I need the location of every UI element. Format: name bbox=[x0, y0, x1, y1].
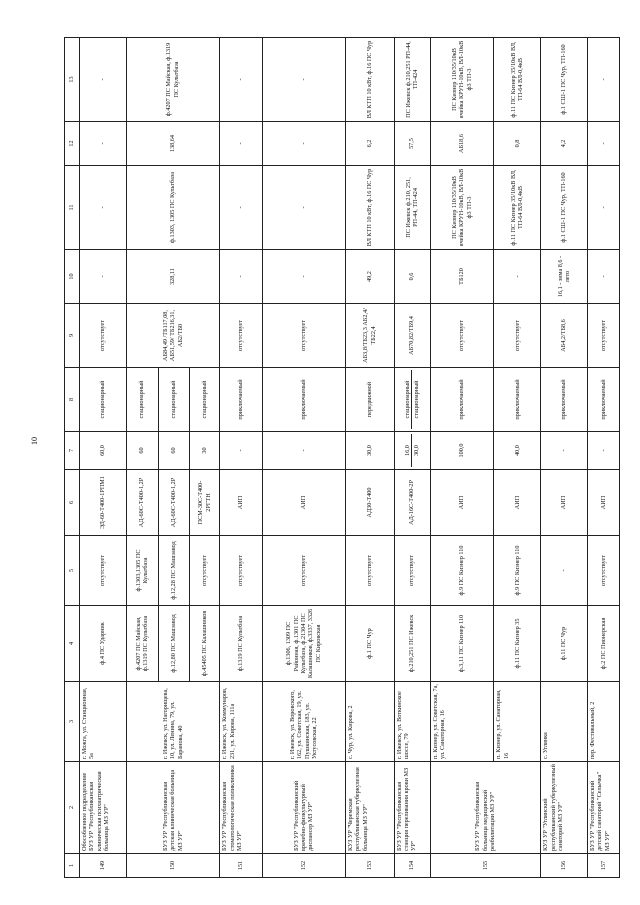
column-number: 8 bbox=[65, 368, 80, 432]
address: п. Кизнер, ул. Советская, 7а, ул. Санаторная, 16 bbox=[430, 682, 494, 762]
generator-type-second: стационарный bbox=[411, 370, 420, 429]
cell-col10: - bbox=[262, 250, 345, 304]
cell-col11: ПС Ижевск ф.210, 251, РП-44, ТП-424 bbox=[394, 166, 430, 250]
address: пер. Фестивальный, 2 bbox=[588, 682, 620, 762]
address: с. Чур, ул. Кирова, 2 bbox=[345, 682, 394, 762]
cell-col11: ВЛ КТП 10 кВт, ф.16 ПС Чур bbox=[345, 166, 394, 250]
cell-col9: отсутствует bbox=[79, 304, 126, 368]
generator-power: 60,0 bbox=[79, 432, 126, 470]
cell-col13: - bbox=[588, 38, 620, 122]
cell-col9: АБ84,49 /ТБ117,08, АБ51,59/ ТБ216,31, АБ2/ТБ0 bbox=[126, 304, 220, 368]
rotated-table-container bbox=[64, 38, 620, 878]
generator-power: 100,0 bbox=[430, 432, 494, 470]
institution-name: БУЗ УР "Республиканская больница медицинской реабилитации МЗ УР" bbox=[430, 762, 541, 854]
generator-type: приключаемый bbox=[494, 368, 541, 432]
generator-model: АИП bbox=[494, 470, 541, 536]
main-feeder: ф.210,251 ПС Ижевск bbox=[394, 606, 430, 682]
main-feeder: ф.3,11 ПС Кизнер 110 bbox=[430, 606, 494, 682]
table-row bbox=[79, 38, 126, 878]
generator-power: 30 bbox=[190, 432, 220, 470]
cell-col9: АБ3,8/ТБ23,3 АБ2,4/ТБ22,4 bbox=[345, 304, 394, 368]
generator-type: приключаемый bbox=[430, 368, 494, 432]
cell-col13: ВЛ КТП 10 кВт, ф.16 ПС Чур bbox=[345, 38, 394, 122]
table-row bbox=[345, 38, 394, 878]
column-number: 12 bbox=[65, 122, 80, 166]
main-feeder: ф.4 ПС Ударник bbox=[79, 606, 126, 682]
institution-name: БУЗ УР "Республиканский детский санаторий "Селычка" МЗ УР" bbox=[588, 762, 620, 854]
reserve-feeder: отсутствует bbox=[262, 536, 345, 606]
generator-type: передвижной bbox=[345, 368, 394, 432]
generator-type: стационарный bbox=[158, 368, 190, 432]
column-number: 7 bbox=[65, 432, 80, 470]
address: г. Ижевск, ул. Воровского, 162, ул. Советская, 19, ул. Пушкинская, 183, ул. Уктусовская, 22 bbox=[262, 682, 345, 762]
row-number: 156 bbox=[541, 854, 588, 878]
address: с. Углянка bbox=[541, 682, 588, 762]
cell-col10: 328,11 bbox=[126, 250, 220, 304]
reserve-feeder: - bbox=[541, 536, 588, 606]
generator-type: приключаемый bbox=[262, 368, 345, 432]
generator-type: стационарный bbox=[190, 368, 220, 432]
cell-col11: ПС Кизнер 110/35/10кВ ячейка КРУН-10кВ, ВЛ-10кВ ф3 ТП-3 bbox=[430, 166, 494, 250]
generator-model: АД-60С-Т400-1,2Р bbox=[158, 470, 190, 536]
cell-col11: - bbox=[588, 166, 620, 250]
generator-power-second: 30,0 bbox=[411, 434, 420, 467]
table-row bbox=[220, 38, 263, 878]
row-number: 152 bbox=[262, 854, 345, 878]
institution-name: КУЗ УР "Углянский республиканский туберкулезный санаторий МЗ УР" bbox=[541, 762, 588, 854]
main-feeder: ф.2 ПС Пионерская bbox=[588, 606, 620, 682]
column-number: 11 bbox=[65, 166, 80, 250]
column-number: 2 bbox=[65, 762, 80, 854]
main-feeder: ф.4207 ПС Майская, ф.1319 ПС Культбаза bbox=[126, 606, 158, 682]
column-number: 5 bbox=[65, 536, 80, 606]
reserve-feeder: отсутствует bbox=[394, 536, 430, 606]
institution-name: БУЗ УР "Республиканский врачебно-физкультурный диспансер МЗ УР" bbox=[262, 762, 345, 854]
cell-col12: 0,8 bbox=[494, 122, 541, 166]
cell-col10: - bbox=[79, 250, 126, 304]
main-feeder: ф.11 ПС Кизнер 35 bbox=[494, 606, 541, 682]
address: п. Кизнер, ул. Санаторная, 16 bbox=[494, 682, 541, 762]
cell-col12: - bbox=[262, 122, 345, 166]
cell-col11: - bbox=[220, 166, 263, 250]
cell-col10: 16,1 - зима 8,6 - лето bbox=[541, 250, 588, 304]
reserve-feeder: отсутствует bbox=[220, 536, 263, 606]
reserve-feeder: отсутствует bbox=[345, 536, 394, 606]
cell-col11: ф.11 ПС Кизнер 35/10кВ ВЛ, ТП-64 ВЛ-0,4кВ bbox=[494, 166, 541, 250]
main-feeder: ф.1319 ПС Культбаза bbox=[220, 606, 263, 682]
generator-power: 60 bbox=[158, 432, 190, 470]
column-number: 13 bbox=[65, 38, 80, 122]
cell-col10: 0,6 bbox=[394, 250, 430, 304]
column-number: 3 bbox=[65, 682, 80, 762]
table-row bbox=[494, 38, 541, 878]
institution-name: БУЗ УР "Республиканская детская клиническая больница МЗ УР" bbox=[126, 762, 220, 854]
page-number: 10 bbox=[30, 437, 39, 445]
generator-model: АИП bbox=[588, 470, 620, 536]
generator-power: 30,0 bbox=[345, 432, 394, 470]
generator-model: АИП bbox=[262, 470, 345, 536]
column-number: 4 bbox=[65, 606, 80, 682]
reserve-feeder: отсутствует bbox=[588, 536, 620, 606]
cell-col11: ф.1303, 1305 ПС Культбаза bbox=[126, 166, 220, 250]
generator-model: АИП bbox=[541, 470, 588, 536]
cell-col10: - bbox=[220, 250, 263, 304]
cell-col9: отсутствует bbox=[430, 304, 494, 368]
row-number: 151 bbox=[220, 854, 263, 878]
table-row bbox=[394, 38, 430, 878]
reserve-feeder: ф.1303,1305 ПС Культбаза bbox=[126, 536, 158, 606]
generator-type: стационарный bbox=[79, 368, 126, 432]
row-number: 157 bbox=[588, 854, 620, 878]
main-feeder: ф.12,80 ПС Машзавод bbox=[158, 606, 190, 682]
generator-type: приключаемый bbox=[220, 368, 263, 432]
cell-col12: АБ18,6 bbox=[430, 122, 494, 166]
reserve-feeder: ф.9 ПС Кизнер 110 bbox=[430, 536, 494, 606]
institution-name: КУЗ УР "Черемская республиканская туберкулезная больница МЗ УР" bbox=[345, 762, 394, 854]
cell-col10: ТБ120 bbox=[430, 250, 494, 304]
generator-power: - bbox=[262, 432, 345, 470]
cell-col10: - bbox=[494, 250, 541, 304]
cell-col13: ПС Кизнер 110/35/10кВ ячейка КРУН-10кВ, ВЛ-10кВ ф3 ТП-3 bbox=[430, 38, 494, 122]
generator-power: 60 bbox=[126, 432, 158, 470]
main-feeder: ф.1306, 1309 ПС Районная, ф.1301 ПС Культбаза, ф.21304 ПС Калашников, ф.3337, 3326 ПС Кировская bbox=[262, 606, 345, 682]
generator-power-main: 16,0 bbox=[403, 445, 411, 456]
table-row bbox=[541, 38, 588, 878]
cell-col9: отсутствует bbox=[220, 304, 263, 368]
generator-model: АИП bbox=[220, 470, 263, 536]
generator-power: - bbox=[220, 432, 263, 470]
generator-power: - bbox=[541, 432, 588, 470]
main-feeder: ф.1 ПС Чур bbox=[345, 606, 394, 682]
reserve-feeder: ф.12,28 ПС Машзавод bbox=[158, 536, 190, 606]
cell-col13: - bbox=[262, 38, 345, 122]
cell-col13: ф.4207 ПС Майская, ф.1319 ПС Культбаза bbox=[126, 38, 220, 122]
row-number: 153 bbox=[345, 854, 394, 878]
address: г. Ижевск, ул. Нагорищева, 10, ул. Ленина, 79, ул. Баранова, 40 bbox=[126, 682, 220, 762]
row-number: 155 bbox=[430, 854, 541, 878]
generator-power: 40,0 bbox=[494, 432, 541, 470]
generator-power bbox=[394, 432, 430, 470]
cell-col13: ф.11 ПС Кизнер 35/10кВ ВЛ, ТП-64 ВЛ-0,4кВ bbox=[494, 38, 541, 122]
cell-col12: 138,64 bbox=[126, 122, 220, 166]
cell-col12: - bbox=[588, 122, 620, 166]
cell-col9: отсутствует bbox=[262, 304, 345, 368]
row-number: 150 bbox=[126, 854, 220, 878]
generator-model: ПСМ-30С-Т400-2РГТН bbox=[190, 470, 220, 536]
row-number: 149 bbox=[79, 854, 126, 878]
cell-col12: - bbox=[220, 122, 263, 166]
cell-col11: ф.1 СШ-1 ПС Чур, ТП-160 bbox=[541, 166, 588, 250]
cell-col11: - bbox=[79, 166, 126, 250]
reserve-feeder: отсутствует bbox=[190, 536, 220, 606]
address: г. Можга, ул. Станционная, 5а bbox=[79, 682, 126, 762]
generator-power: - bbox=[588, 432, 620, 470]
cell-col9: АБ4,2/ТБ8,6 bbox=[541, 304, 588, 368]
cell-col13: - bbox=[220, 38, 263, 122]
cell-col12: 57,5 bbox=[394, 122, 430, 166]
reserve-feeder: отсутствует bbox=[79, 536, 126, 606]
cell-col13: - bbox=[79, 38, 126, 122]
cell-col12: 6,2 bbox=[345, 122, 394, 166]
cell-col9: АБ70,82/ТБ9,4 bbox=[394, 304, 430, 368]
column-number: 9 bbox=[65, 304, 80, 368]
column-number: 1 bbox=[65, 854, 80, 878]
generator-type bbox=[394, 368, 430, 432]
table-row bbox=[126, 38, 158, 878]
generator-model: ЭД-60-Т400-1РПМ1 bbox=[79, 470, 126, 536]
institution-name: БУЗ УР "Республиканская стоматологическая поликлиника МЗ УР" bbox=[220, 762, 263, 854]
cell-col10: - bbox=[588, 250, 620, 304]
reserve-feeder: ф.9 ПС Кизнер 110 bbox=[494, 536, 541, 606]
generator-model: АД-60С-Т400-1,2Р bbox=[126, 470, 158, 536]
table-row bbox=[430, 38, 494, 878]
table-header-row bbox=[65, 38, 80, 878]
cell-col10: 49,2 bbox=[345, 250, 394, 304]
generator-model: АИП bbox=[430, 470, 494, 536]
institution-name: Обособленное подразделение БУЗ УР "Республиканская клиническая психиатрическая больница МЗ УР" bbox=[79, 762, 126, 854]
generator-model: АД-16С-Т400-2Р bbox=[394, 470, 430, 536]
table-row bbox=[262, 38, 345, 878]
cell-col12: - bbox=[79, 122, 126, 166]
address: г. Ижевск, ул. Воткинское шоссе, 79 bbox=[394, 682, 430, 762]
cell-col12: 4,2 bbox=[541, 122, 588, 166]
row-number: 154 bbox=[394, 854, 430, 878]
address: г. Ижевск, ул. Коммунаров, 231, ул. Кирова, 111а bbox=[220, 682, 263, 762]
column-number: 6 bbox=[65, 470, 80, 536]
power-supply-table bbox=[64, 37, 620, 878]
table-row bbox=[588, 38, 620, 878]
column-number: 10 bbox=[65, 250, 80, 304]
main-feeder: ф.11 ПС Чур bbox=[541, 606, 588, 682]
generator-model: АД30-Т400 bbox=[345, 470, 394, 536]
generator-type: стационарный bbox=[126, 368, 158, 432]
cell-col11: - bbox=[262, 166, 345, 250]
cell-col9: отсутствует bbox=[494, 304, 541, 368]
generator-type-main: стационарный bbox=[403, 380, 411, 419]
cell-col9: отсутствует bbox=[588, 304, 620, 368]
cell-col13: ф.1 СШ-1 ПС Чур, ТП-160 bbox=[541, 38, 588, 122]
main-feeder: ф.45405 ПС Калашников bbox=[190, 606, 220, 682]
institution-name: БУЗ УР "Республиканская станция переливания крови МЗ УР" bbox=[394, 762, 430, 854]
cell-col13: ПС Ижевск ф.210,251 РП-44, ТП-424 bbox=[394, 38, 430, 122]
generator-type: приключаемый bbox=[588, 368, 620, 432]
generator-type: приключаемый bbox=[541, 368, 588, 432]
